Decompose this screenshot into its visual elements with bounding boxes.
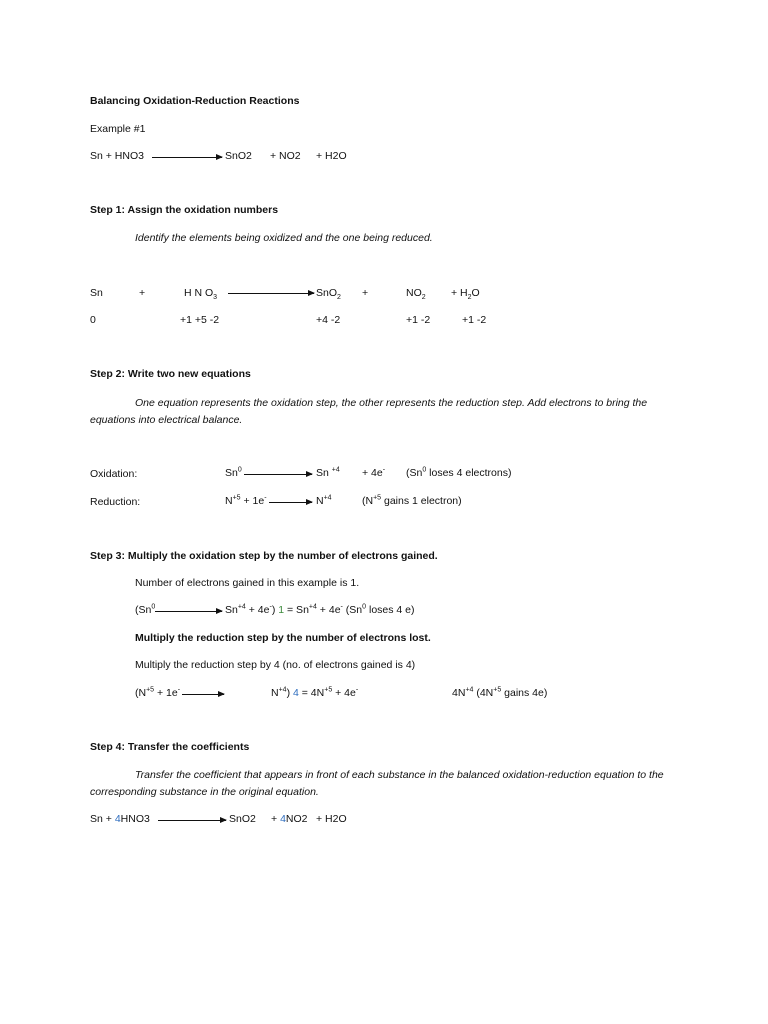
ox-eq-product: Sn $^{+4}$ bbox=[316, 466, 340, 479]
page-title: Balancing Oxidation-Reduction Reactions bbox=[90, 95, 300, 107]
step3-eq-a-right: $Sn^{+4} + 4e^-$) $1 = Sn^{+4} + 4e^-$ (Sn$^0$ loses 4 e) bbox=[225, 603, 415, 616]
multiplier-4: 4 bbox=[293, 687, 299, 699]
step3-bold-line: Multiply the reduction step by the number of electrons lost. bbox=[135, 632, 431, 644]
ox-sn: 0 bbox=[90, 314, 96, 326]
step2-heading: Step 2: Write two new equations bbox=[90, 368, 251, 380]
eq1-product-h2o: + H2O bbox=[316, 150, 347, 162]
final-product-sno2: SnO2 bbox=[229, 813, 256, 825]
eq1-product-sno2: SnO2 bbox=[225, 150, 252, 162]
step3-arrow-a bbox=[155, 611, 222, 612]
species-sn: Sn bbox=[90, 287, 103, 299]
step3-eq-b-right: $N^{+4}$) $4 = 4N^{+5} + 4e^-$ bbox=[271, 686, 359, 699]
red-eq-reactant: $N^{+5} + 1e^-$ bbox=[225, 494, 267, 507]
eq1-reactants: Sn + HNO3 bbox=[90, 150, 144, 162]
oxidation-label: Oxidation: bbox=[90, 468, 138, 480]
step3-line1: Number of electrons gained in this example is 1. bbox=[135, 577, 360, 589]
multiplier-1: 1 bbox=[278, 604, 285, 616]
final-arrow bbox=[158, 820, 226, 821]
reduction-label: Reduction: bbox=[90, 496, 141, 508]
ox-hno3: +1 +5 -2 bbox=[180, 314, 220, 326]
ox-eq-reactant: Sn$^0$ bbox=[225, 466, 242, 479]
ox-eq-note: (Sn$^0$ loses 4 electrons) bbox=[406, 466, 512, 479]
step3-heading: Step 3: Multiply the oxidation step by the number of electrons gained. bbox=[90, 550, 438, 562]
species-h2o: + $H_2O$ bbox=[451, 287, 480, 302]
step4-heading: Step 4: Transfer the coefficients bbox=[90, 741, 250, 753]
step3-line2: Multiply the reduction step by 4 (no. of electrons gained is 4) bbox=[135, 659, 416, 671]
red-eq-note: ($N^{+5}$ gains 1 electron) bbox=[362, 494, 462, 507]
reduction-arrow bbox=[269, 502, 312, 503]
species-plus: + bbox=[139, 287, 146, 299]
coefficient-no2: 4 bbox=[280, 813, 286, 825]
eq1-product-no2: + NO2 bbox=[270, 150, 301, 162]
step3-eq-b-note: $4N^{+4}$ ($4N^{+5}$ gains 4e) bbox=[452, 686, 548, 699]
step1-heading: Step 1: Assign the oxidation numbers bbox=[90, 204, 279, 216]
ox-no2: +1 -2 bbox=[406, 314, 431, 326]
ox-h2o: +1 -2 bbox=[462, 314, 487, 326]
species-plus-2: + bbox=[362, 287, 369, 299]
species-sno2: SnO$_2$ bbox=[316, 287, 341, 302]
final-reactants: Sn + 4HNO3 bbox=[90, 813, 150, 825]
step1-arrow bbox=[228, 293, 314, 294]
species-no2: $NO_2$ bbox=[406, 287, 426, 302]
step2-paragraph: One equation represents the oxidation step, the other represents the reduction step. Add electrons to bring the equations into electrical balance. bbox=[90, 397, 648, 426]
eq1-arrow bbox=[152, 157, 222, 158]
ox-eq-electrons: + 4e- bbox=[362, 466, 386, 479]
step1-instruction: Identify the elements being oxidized and the one being reduced. bbox=[135, 232, 433, 244]
species-hno3: H N $O_3$ bbox=[184, 287, 218, 302]
step3-eq-a-left: (Sn$^0$ bbox=[135, 603, 156, 616]
step4-paragraph: Transfer the coefficient that appears in front of each substance in the balanced oxidation-reduction equation to the corresponding substance in the original equation. bbox=[90, 769, 664, 798]
step3-eq-b-left: ($N^{+5} + 1e^-$ bbox=[135, 686, 181, 699]
step3-arrow-b bbox=[182, 694, 224, 695]
final-product-h2o: + H2O bbox=[316, 813, 347, 825]
final-product-no2: + 4NO2 bbox=[271, 813, 308, 825]
coefficient-hno3: 4 bbox=[114, 813, 121, 825]
example-label: Example #1 bbox=[90, 123, 146, 135]
oxidation-arrow bbox=[244, 474, 312, 475]
red-eq-product: $N^{+4}$ bbox=[316, 494, 332, 507]
ox-sno2: +4 -2 bbox=[316, 314, 341, 326]
